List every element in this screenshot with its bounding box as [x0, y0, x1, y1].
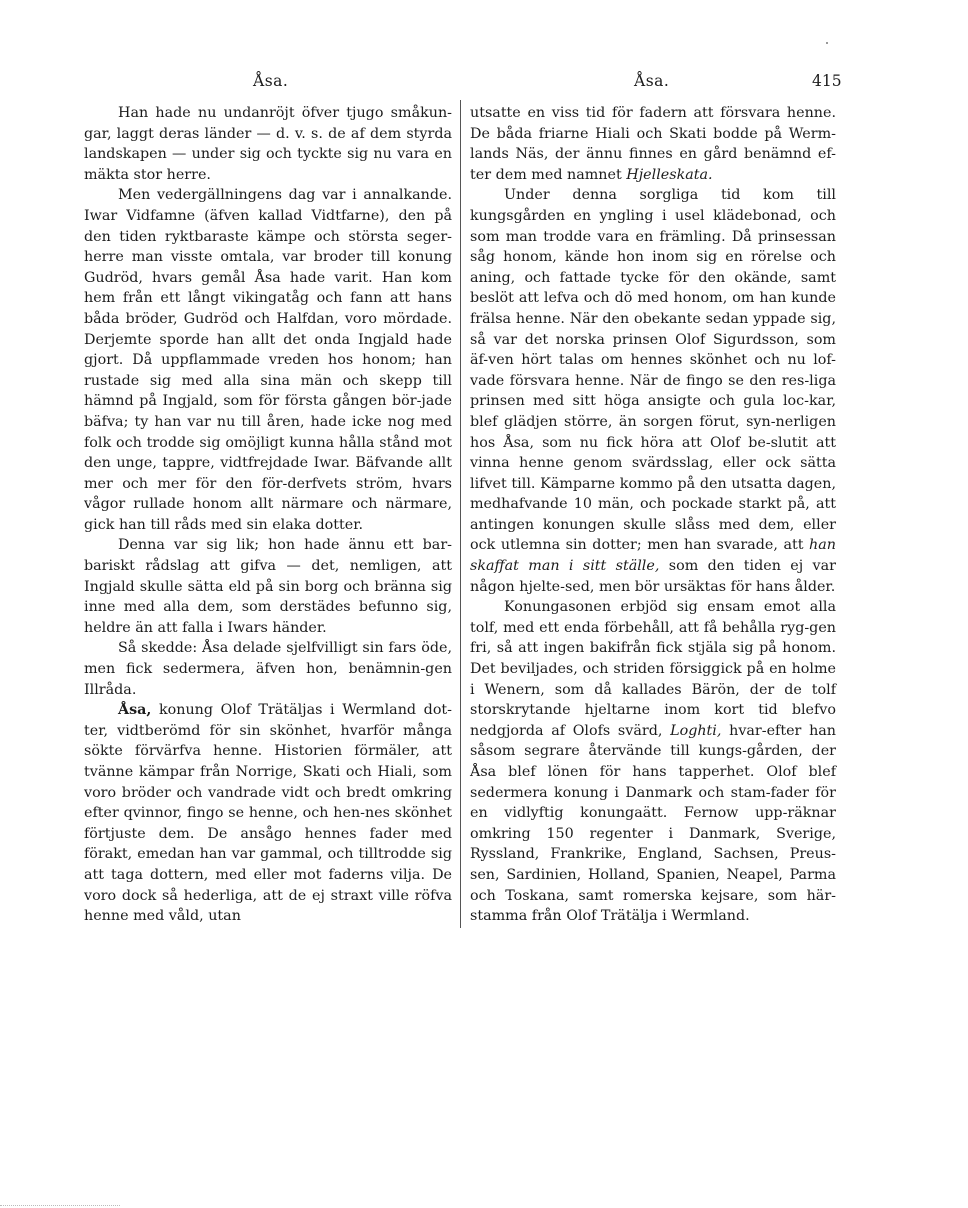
text-run: utsatte en viss tid för fadern att försvara henne. De båda friarne Hiali och Skati bodde på Werm-lands Näs, der ännu finnes en gård benämnd ef-ter dem med namnet — [470, 105, 836, 183]
speck-mark — [826, 42, 828, 44]
paragraph: Så skedde: Åsa delade sjelfvilligt sin fars öde, men fick sedermera, äfven hon, benämnin-gen Illråda. — [84, 640, 452, 698]
right-column — [470, 103, 836, 927]
paragraph: Denna var sig lik; hon hade ännu ett bar-bariskt rådslag att gifva — det, nemligen, att Ingjald skulle sätta eld på sin borg och bränna sig inne med alla dem, som derstädes befunno sig, heldre än att falla i Iwars händer. — [84, 537, 452, 636]
paragraph: Han hade nu undanröjt öfver tjugo småkun-gar, laggt deras länder — d. v. s. de af dem styrda landskapen — under sig och tyckte sig nu vara en mäkta stor herre. — [84, 105, 452, 183]
column-divider — [460, 100, 461, 928]
left-column — [84, 103, 452, 927]
paragraph: Men vedergällningens dag var i annalkande. Iwar Vidfamne (äfven kallad Vidtfarne), den på den tiden ryktbaraste kämpe och största seger-herre man visste omtala, var broder till konung Gudröd, hvars gemål Åsa hade varit. Han kom hem från ett långt vikingatåg och fann att hans båda bröder, Gudröd och Halfdan, voro mördade. Derjemte sporde han allt det onda Ingjald hade gjort. Då uppflammade vreden hos honom; han rustade sig med alla sina män och skepp till hämnd på Ingjald, som för första gången bör-jade bäfva; ty han var nu till åren, hade icke nog med folk och trodde sig omöjligt kunna hålla stånd mot den unge, tappre, vidtfrejdade Iwar. Bäfvande allt mer och mer för den för-derfvets ström, hvars vågor rullade honom allt närmare och närmare, gick han till råds med sin elaka dotter. — [84, 187, 452, 533]
paragraph-continued — [470, 103, 836, 185]
text-run: Under denna sorgliga tid kom till kungsgården en yngling i usel klädebonad, och som man trodde vara en främling. Då prinsessan såg honom, kände hon inom sig en rörelse och aning, och fattade tycke för den okände, samt beslöt att lefva och dö med honom, om han kunde frälsa henne. När den obekante sedan yppade sig, så var det norska prinsen Olof Sigurdsson, som äf-ven hört talas om hennes skönhet och nu lof-vade försvara henne. När de fingo se den res-liga prinsen med sitt höga ansigte och gula loc-kar, blef glädjen större, än sorgen förut, syn-nerligen hos Åsa, som nu fick höra att Olof be-slutit att vinna henne genom svärdsslag, eller ock sätta lifvet till. Kämparne kommo på den utsatta dagen, medhafvande 10 män, och pockade starkt på, att antingen konungen skulle slåss med dem, eller ock utlemna sin dotter; men han svarade, att — [470, 187, 836, 554]
page-number: 415 — [812, 72, 842, 90]
paragraph-entry — [84, 700, 452, 927]
italic-term: Hjelleskata. — [626, 166, 713, 183]
entry-headword: Åsa, — [118, 702, 152, 719]
text-run: Konungasonen erbjöd sig ensam emot alla tolf, med ett enda förbehåll, att få behålla ryg-gen fri, så att ingen bakifrån fick stjäla sig på honom. Det beviljades, och striden försiggick på en holme i Wenern, som då kallades Bärön, der de tolf storskrytande hjeltarne inom kort tid blefvo nedgjorda af Olofs svärd, — [470, 599, 836, 739]
italic-term: Loghti, — [670, 722, 722, 739]
running-head-left: Åsa. — [253, 72, 289, 90]
text-run: hvar-efter han såsom segrare återvände till kungs-gården, der Åsa blef lönen för hans tapperhet. Olof blef sedermera konung i Danmark och stam-fader för en vidlyftig konungaätt. Fernow upp-räknar omkring 150 regenter i Danmark, Sverige, Ryssland, Frankrike, England, Sachsen, Preus-sen, Sardinien, Holland, Spanien, Neapel, Parma och Toskana, samt romerska kejsare, som här-stamma från Olof Trätälja i Wermland. — [470, 722, 837, 925]
scan-edge-mark — [0, 1204, 120, 1206]
entry-text: konung Olof Trätäljas i Wermland dot-ter, vidtberömd för sin skönhet, hvarför många sökte förvärfva henne. Historien förmäler, att tvänne kämpar från Norrige, Skati och Hiali, som voro bröder och vandrade vidt och bredt omkring efter qvinnor, fingo se henne, och hen-nes skönhet förtjuste dem. De ansågo hennes fader med förakt, emedan han var gammal, och tilltrodde sig att taga dottern, med eller mot faderns vilja. De voro dock så hederliga, att de ej straxt ville röfva henne med våld, utan — [84, 702, 452, 925]
paragraph — [470, 597, 836, 927]
running-head-right: Åsa. — [634, 72, 670, 90]
text-run: som den tiden ej var någon hjelte-sed, men bör ursäktas för hans ålder. — [470, 558, 836, 595]
paragraph — [470, 185, 836, 597]
italic-quote: han skaffat man i sitt ställe, — [470, 537, 836, 575]
